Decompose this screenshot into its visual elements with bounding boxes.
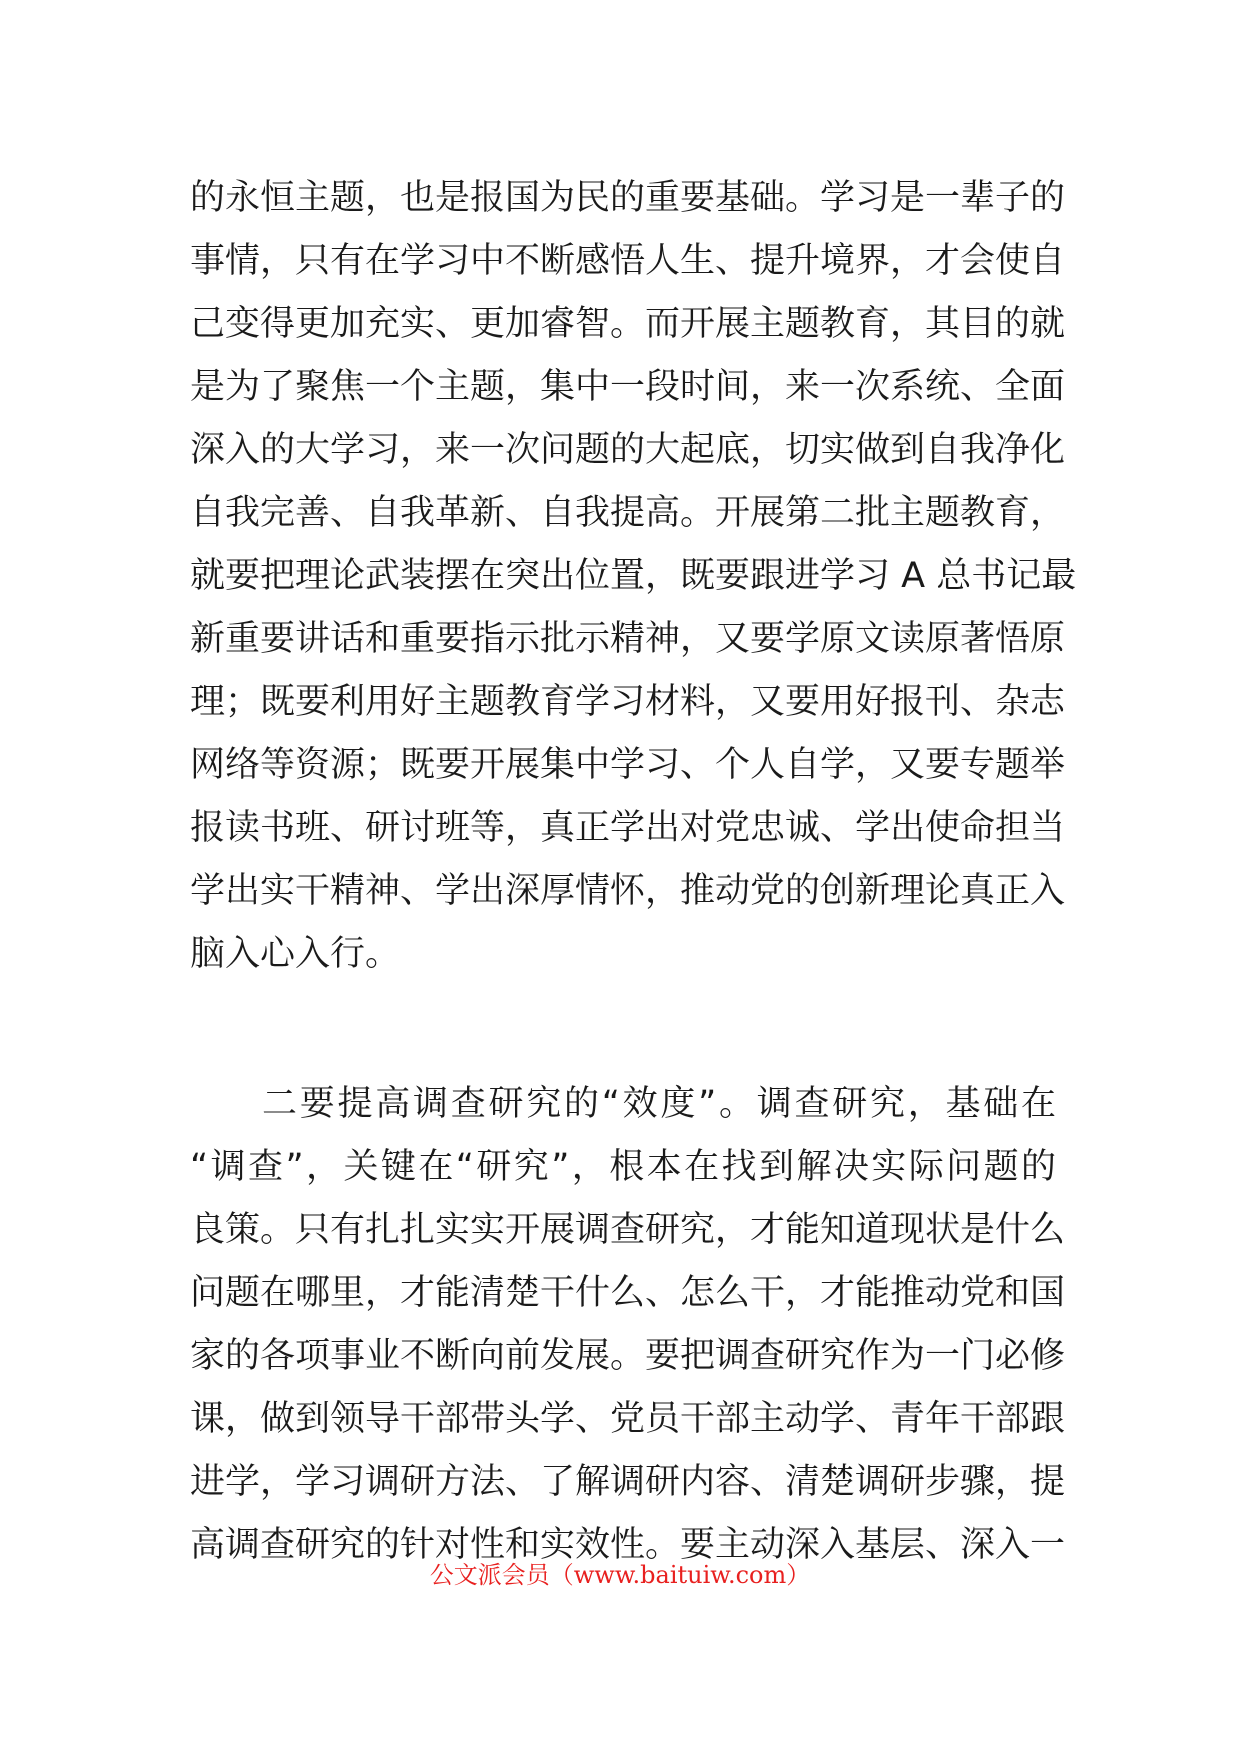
paragraph-line: 脑入心入行。 xyxy=(190,934,401,974)
paragraph-line: 高调查研究的针对性和实效性。要主动深入基层、深入一 xyxy=(190,1525,1066,1565)
footer-watermark: 公文派会员（www.baituiw.com） xyxy=(429,1561,811,1589)
paragraph-line: “调查”，关键在“研究”，根本在找到解决实际问题的 xyxy=(190,1147,1056,1187)
paragraph-line: 报读书班、研讨班等，真正学出对党忠诚、学出使命担当 xyxy=(190,808,1066,848)
paragraph-line: 深入的大学习，来一次问题的大起底，切实做到自我净化 xyxy=(190,430,1066,470)
paragraph-1 xyxy=(190,167,1077,986)
paragraph-line: 问题在哪里，才能清楚干什么、怎么干，才能推动党和国 xyxy=(190,1273,1066,1313)
paragraph-line: 是为了聚焦一个主题，集中一段时间，来一次系统、全面 xyxy=(190,367,1066,407)
paragraph-line: 家的各项事业不断向前发展。要把调查研究作为一门必修 xyxy=(190,1336,1066,1376)
paragraph-line: 的永恒主题，也是报国为民的重要基础。学习是一辈子的 xyxy=(190,178,1066,218)
paragraph-line: 二要提高调查研究的“效度”。调查研究，基础在 xyxy=(262,1084,1056,1124)
paragraph-line: 事情，只有在学习中不断感悟人生、提升境界，才会使自 xyxy=(190,241,1066,281)
paragraph-line: 理；既要利用好主题教育学习材料，又要用好报刊、杂志 xyxy=(190,682,1066,722)
paragraph-line: 己变得更加充实、更加睿智。而开展主题教育，其目的就 xyxy=(190,304,1066,344)
paragraph-line: 学出实干精神、学出深厚情怀，推动党的创新理论真正入 xyxy=(190,871,1066,911)
paragraph-line: 良策。只有扎扎实实开展调查研究，才能知道现状是什么 xyxy=(190,1210,1066,1250)
paragraph-line: 新重要讲话和重要指示批示精神，又要学原文读原著悟原 xyxy=(190,619,1066,659)
paragraph-line: 进学，学习调研方法、了解调研内容、清楚调研步骤，提 xyxy=(190,1462,1066,1502)
paragraph-line: 网络等资源；既要开展集中学习、个人自学，又要专题举 xyxy=(190,745,1066,785)
paragraph-line: 就要把理论武装摆在突出位置，既要跟进学习 A 总书记最 xyxy=(190,556,1077,596)
paragraph-2 xyxy=(190,1073,1066,1577)
paragraph-line: 自我完善、自我革新、自我提高。开展第二批主题教育， xyxy=(190,493,1066,533)
paragraph-line: 课，做到领导干部带头学、党员干部主动学、青年干部跟 xyxy=(190,1399,1066,1439)
